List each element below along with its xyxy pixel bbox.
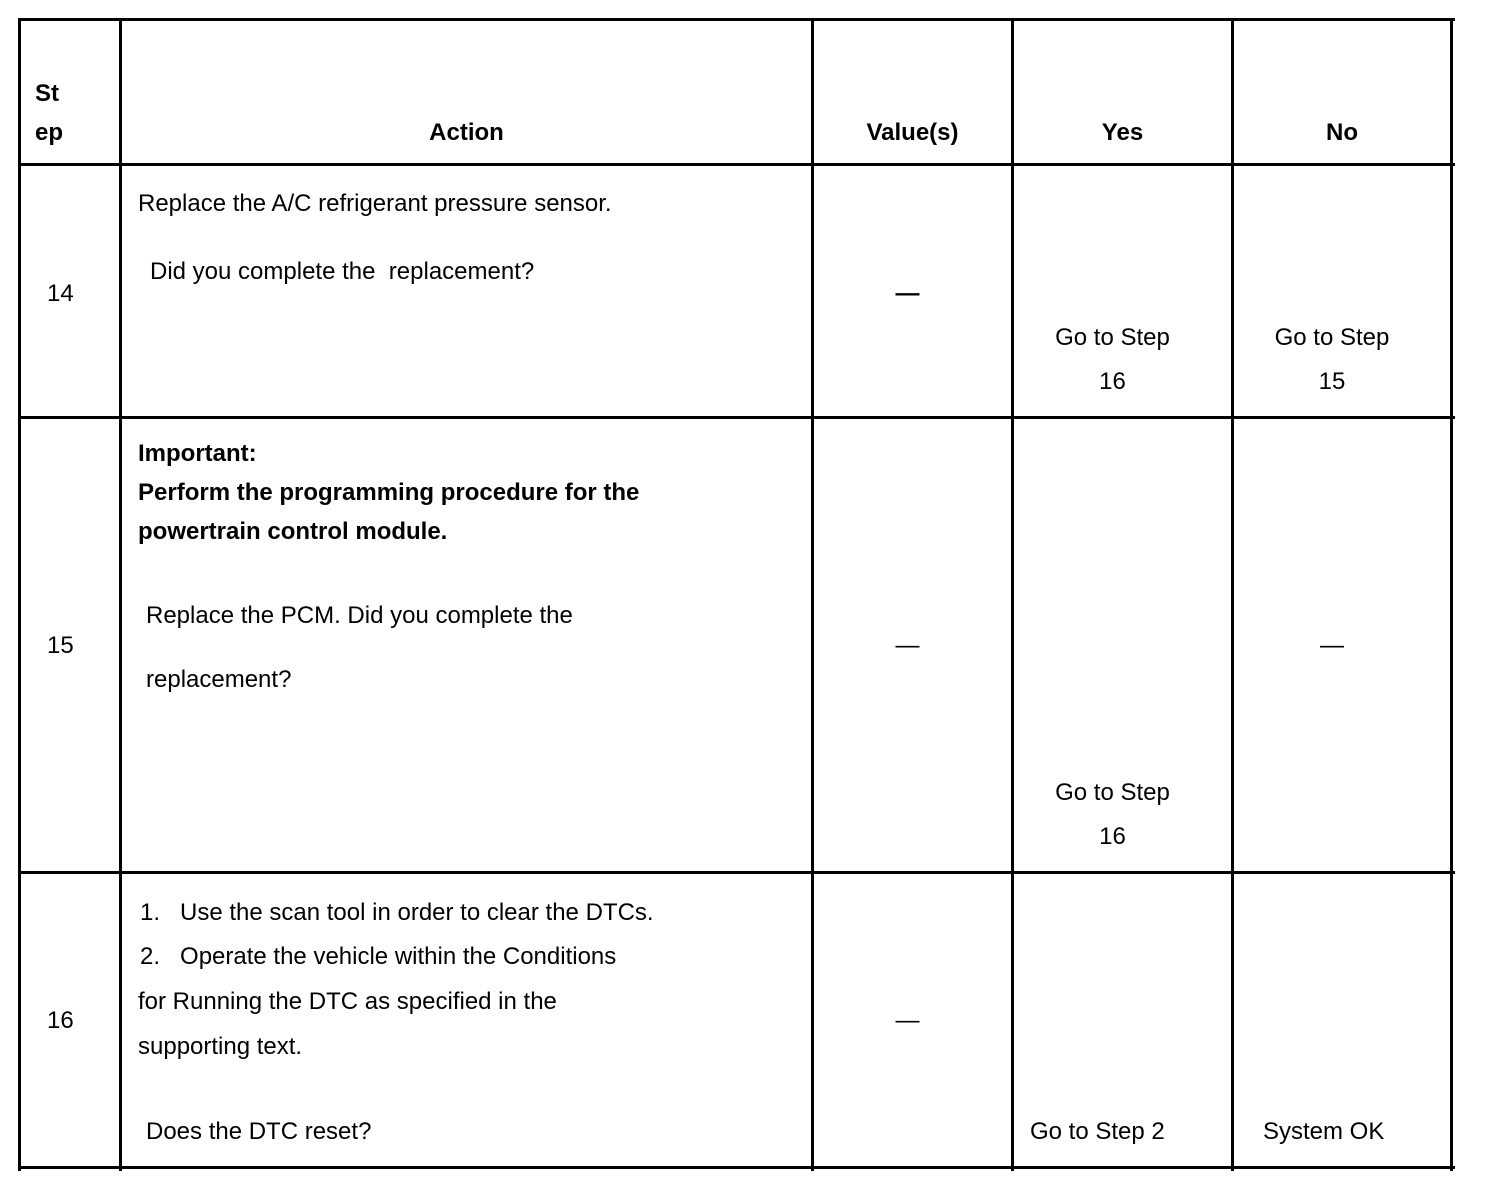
header-divider bbox=[18, 163, 1455, 166]
value-dash: — bbox=[895, 632, 920, 659]
column-divider-step bbox=[119, 18, 122, 1171]
row-divider-15 bbox=[18, 871, 1455, 874]
important-text-line1: Perform the programming procedure for the bbox=[138, 479, 640, 506]
yes-goto: Go to Step 2 bbox=[1030, 1118, 1165, 1145]
table-border-left bbox=[18, 18, 21, 1171]
column-divider-values bbox=[1011, 18, 1014, 1171]
step-number: 16 bbox=[47, 1007, 74, 1034]
no-result: System OK bbox=[1263, 1118, 1385, 1145]
value-dash: — bbox=[895, 280, 920, 307]
yes-goto-line2: 16 bbox=[1099, 823, 1126, 850]
important-text-line2: powertrain control module. bbox=[138, 518, 448, 545]
no-dash: — bbox=[1320, 632, 1344, 659]
no-goto-line2: 15 bbox=[1318, 368, 1346, 395]
no-goto-line1: Go to Step bbox=[1274, 324, 1390, 351]
header-yes: Yes bbox=[1101, 119, 1144, 146]
header-values: Value(s) bbox=[866, 119, 959, 146]
action-question: Did you complete the replacement? bbox=[150, 258, 535, 285]
important-label: Important: bbox=[138, 440, 257, 467]
action-list-item-2: 2. Operate the vehicle within the Conditions bbox=[140, 943, 617, 970]
table-border-bottom bbox=[18, 1166, 1455, 1169]
action-question: Does the DTC reset? bbox=[146, 1118, 372, 1145]
column-divider-action bbox=[811, 18, 814, 1171]
column-divider-yes bbox=[1231, 18, 1234, 1171]
action-text-cont: replacement? bbox=[146, 666, 292, 693]
header-action: Action bbox=[429, 119, 504, 146]
header-step-line1: St bbox=[35, 80, 59, 107]
action-text-cont: supporting text. bbox=[138, 1033, 303, 1060]
action-text-cont: for Running the DTC as specified in the bbox=[138, 988, 557, 1015]
step-number: 15 bbox=[47, 632, 74, 659]
table-border-top bbox=[18, 18, 1455, 21]
row-divider-14 bbox=[18, 416, 1455, 419]
action-text: Replace the PCM. Did you complete the bbox=[146, 602, 573, 629]
value-dash: — bbox=[895, 1007, 920, 1034]
yes-goto-line2: 16 bbox=[1099, 368, 1126, 395]
step-number: 14 bbox=[47, 280, 74, 307]
header-no: No bbox=[1326, 119, 1358, 146]
yes-goto-line1: Go to Step bbox=[1055, 324, 1170, 351]
yes-goto-line1: Go to Step bbox=[1055, 779, 1170, 806]
header-step-line2: ep bbox=[35, 119, 64, 146]
table-border-right bbox=[1450, 18, 1453, 1171]
action-list-item-1: 1. Use the scan tool in order to clear the DTCs. bbox=[140, 899, 654, 926]
action-text: Replace the A/C refrigerant pressure sensor. bbox=[138, 190, 612, 217]
